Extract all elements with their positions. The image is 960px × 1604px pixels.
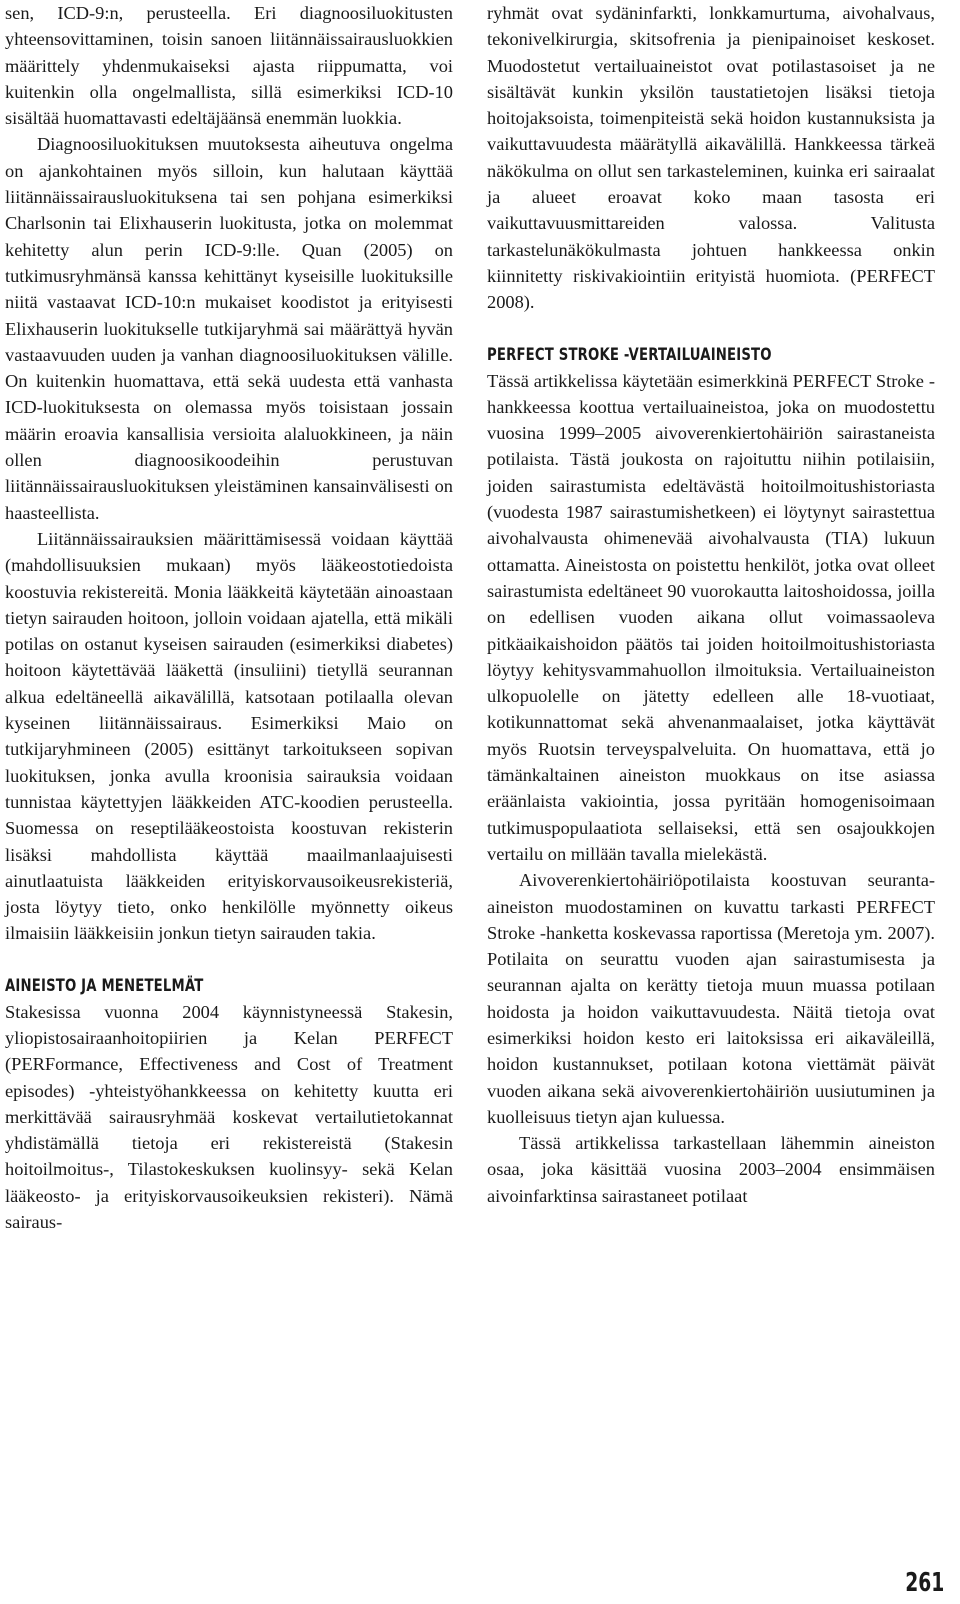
section-heading-aineisto: AINEISTO JA MENETELMÄT [5,975,204,996]
right-paragraph-1: ryhmät ovat sydäninfarkti, lonkkamurtuma, aivohalvaus, tekonivelkirurgia, skitsofrenia ja pienipainoiset keskoset. Muodostetut vertailuaineistot ovat potilastasoiset ja ne sisältävät kunkin yksilön taustatietojen lisäksi tietoja hoitojaksoista, toimenpiteistä sekä hoidon kustannuksista ja vaikuttavuudesta määrätyllä aikavälillä. Hankkeessa tärkeä näkökulma on ollut sen tarkasteleminen, kuinka eri sairaalat ja alueet eroavat koko maan tasosta eri vaikuttavuusmittareiden valossa. Valitusta tarkastelunäkökulmasta johtuen hankkeessa onkin kiinnitetty riskivakiointiin erityistä huomiota. (PERFECT 2008). [487,3,935,313]
right-paragraph-2: Tässä artikkelissa käytetään esimerkkinä PERFECT Stroke -hankkeessa koottua vertailuaineistoa, joka on muodostettu vuosina 1999–2005 aivoverenkiertohäiriön sairastaneista potilaista. Tästä joukosta on rajoituttu niihin potilaisiin, joiden sairastumista edeltävästä hoitoilmoitushistoriasta (vuodesta 1987 sairastumishetkeen) ei löytynyt sairastettua aivohalvausta ohimenevää aivohalvausta (TIA) lukuun ottamatta. Aineistosta on poistettu henkilöt, jotka ovat olleet sairastumista edeltäneet 90 vuorokautta laitoshoidossa, joilla on edellisen vuoden aikana ollut voimassaoleva pitkäaikaishoidon päätös tai joiden hoitoilmoitushistoriasta löytyy kehitysvammahuollon ilmoituksia. Vertailuaineiston ulkopuolelle on jätetty edelleen alle 18-vuotiaat, kotikunnattomat sekä ahvenanmaalaiset, jotka käyttävät myös Ruotsin terveyspalveluita. On huomattava, että jo tämänkaltainen aineiston muokkaus on itse asiassa eräänlaista vakiointia, jossa pyritään homogenisoimaan tutkimuspopulaatiota sellaiseksi, että sen osajoukkojen vertailu on millään tavalla mielekästä. [487,370,935,864]
left-paragraph-1: sen, ICD-9:n, perusteella. Eri diagnoosiluokitusten yhteensovittaminen, toisin sanoen liitännäissairausluokkien määrittely yhdenmukaiseksi ajasta riippumatta, voi kuitenkin olla ongelmallista, sillä esimerkiksi ICD-10 sisältää huomattavasti edeltäjäänsä enemmän luokkia. [5,3,453,129]
right-column [487,0,935,1209]
left-paragraph-2: Diagnoosiluokituksen muutoksesta aiheutuva ongelma on ajankohtainen myös silloin, kun halutaan käyttää liitännäissairausluokituksena tai sen pohjana esimerkiksi Charlsonin tai Elixhauserin luokitusta, jotka on molemmat kehitetty alun perin ICD-9:lle. Quan (2005) on tutkimusryhmänsä kanssa kehittänyt kyseisille luokituksille niitä vastaavat ICD-10:n mukaiset koodistot ja erityisesti Elixhauserin luokitukselle tutkijaryhmä sai määrättyä hyvän vastaavuuden uuden ja vanhan diagnoosiluokituksen välille. On kuitenkin huomattava, että sekä uudesta että vanhasta ICD-luokituksesta on olemassa myös toisistaan jossain määrin eroavia kansallisia versioita alaluokkineen, ja näin ollen diagnoosikoodeihin perustuvan liitännäissairausluokituksen yleistäminen kansainvälisesti on haasteellista. [5,134,453,523]
right-paragraph-4: Tässä artikkelissa tarkastellaan lähemmin aineiston osaa, joka käsittää vuosina 2003–2004 ensimmäisen aivoinfarktinsa sairastaneet potilaat [487,1133,935,1206]
right-paragraph-3: Aivoverenkiertohäiriöpotilaista koostuvan seuranta-aineiston muodostaminen on kuvattu tarkasti PERFECT Stroke -hanketta koskevassa raportissa (Meretoja ym. 2007). Potilaita on seurattu vuoden ajan sairastumisesta ja seurannan ajalta on kerätty tietoja muun muassa potilaan hoidosta ja hoidon vaikuttavuudesta. Näitä tietoja ovat esimerkiksi hoidon kesto eri laitoksissa eri aikaväleillä, hoidon kustannukset, potilaan kotona viettämät päivät vuoden aikana sekä aivoverenkiertohäiriön uusiutuminen ja kuolleisuus tietyn ajan kuluessa. [487,870,935,1127]
left-paragraph-4: Stakesissa vuonna 2004 käynnistyneessä Stakesin, yliopistosairaanhoitopiirien ja Kelan PERFECT (PERFormance, Effectiveness and Cost of Treatment episodes) -yhteistyöhankkeessa on kehitetty kuutta eri merkittävää sairausryhmää koskevat vertailutietokannat yhdistämällä tietoja eri rekistereistä (Stakesin hoitoilmoitus-, Tilastokeskuksen kuolinsyy- sekä Kelan lääkeosto- ja erityiskorvausoikeuksien rekisteri). Nämä sairaus- [5,1001,453,1233]
left-column [5,0,453,1235]
section-heading-perfect-stroke: PERFECT STROKE -VERTAILUAINEISTO [487,344,772,365]
left-paragraph-3: Liitännäissairauksien määrittämisessä voidaan käyttää (mahdollisuuksien mukaan) myös lääkeostotiedoista koostuvia rekistereitä. Monia lääkkeitä käytetään ainoastaan tietyn sairauden hoitoon, jolloin voidaan ajatella, että mikäli potilas on ostanut kyseisen sairauden (esimerkiksi diabetes) hoitoon käytettävää lääkettä (insuliini) tietyllä seurannan alkua edeltäneellä aikavälillä, katsotaan potilaalla olevan kyseinen liitännäissairaus. Esimerkiksi Maio on tutkijaryhmineen (2005) esittänyt tarkoitukseen sopivan luokituksen, jonka avulla kroonisia sairauksia voidaan tunnistaa käytettyjen lääkkeiden ATC-koodien perusteella. Suomessa on reseptilääkeostoista koostuvan rekisterin lisäksi mahdollista käyttää maailmanlaajuisesti ainutlaatuista lääkkeiden erityiskorvausoikeusrekisteriä, josta löytyy tieto, onko henkilölle myönnetty oikeus ilmaisiin lääkkeisiin jonkun tietyn sairauden takia. [5,528,453,944]
page-number: 261 [904,1568,944,1598]
